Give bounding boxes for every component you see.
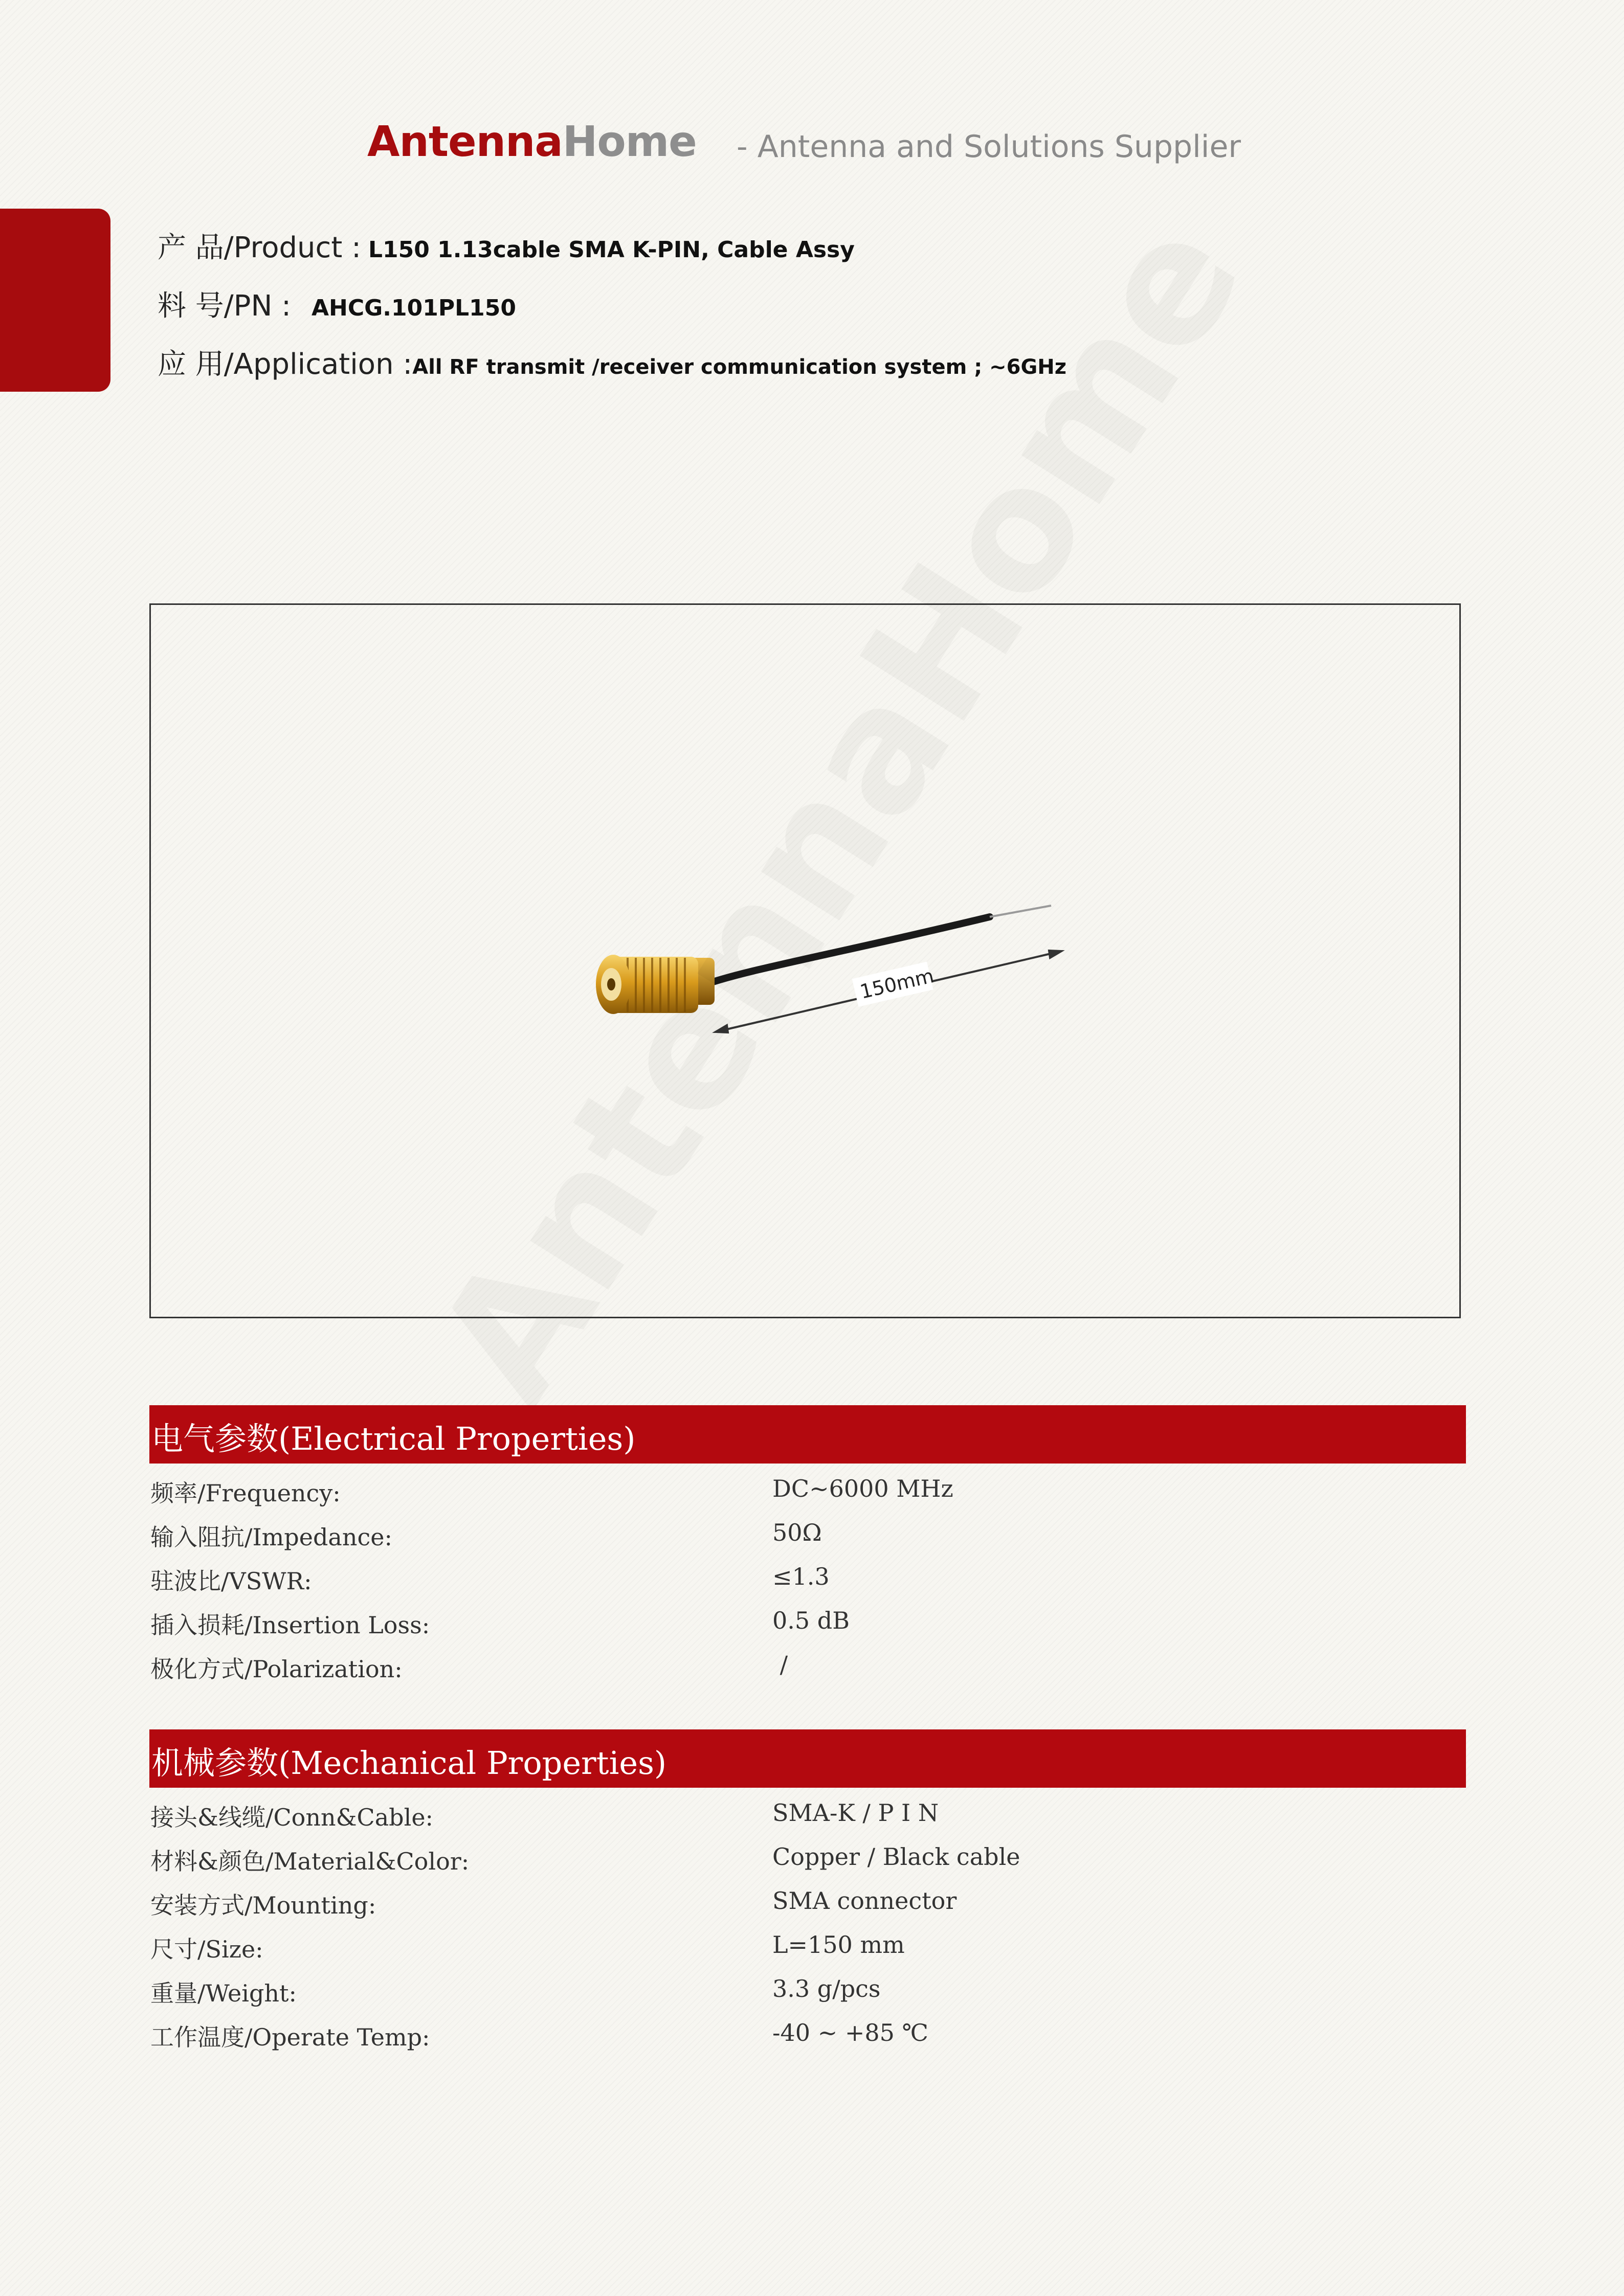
spec-label: 驻波比/VSWR: [150,1567,312,1595]
side-accent-tab [0,209,110,392]
spec-label: 频率/Frequency: [150,1479,341,1507]
spec-label: 工作温度/Operate Temp: [150,2023,430,2051]
product-value: L150 1.13cable SMA K-PIN, Cable Assy [368,237,855,263]
electrical-section-title: 电气参数(Electrical Properties) [151,1420,636,1457]
application-value: All RF transmit /receiver communication system ; ~6GHz [412,355,1067,379]
spec-value: / [772,1651,788,1678]
spec-label: 重量/Weight: [150,1979,297,2007]
spec-label: 极化方式/Polarization: [150,1655,403,1683]
brand-logo-home: Home [562,118,697,166]
cable-pin [990,906,1051,917]
spec-row [150,1519,1465,1563]
dimension-label: 150mm [858,964,936,1003]
mechanical-section-header [149,1729,1466,1788]
spec-value: -40 ~ +85 ℃ [772,2019,929,2046]
cable-assembly-image [151,605,1459,1317]
application-label: 应 用/Application : [158,348,413,381]
spec-value: 3.3 g/pcs [772,1975,881,2002]
spec-value: SMA connector [772,1887,957,1915]
spec-row [150,1975,1465,2019]
sma-connector [596,955,715,1014]
spec-label: 材料&颜色/Material&Color: [150,1848,470,1875]
spec-value: DC~6000 MHz [772,1475,953,1502]
spec-value: 50Ω [772,1519,822,1546]
spec-row [150,1563,1465,1607]
product-row [158,225,855,266]
spec-label: 尺寸/Size: [150,1935,263,1963]
electrical-section-header [149,1405,1466,1464]
spec-label: 接头&线缆/Conn&Cable: [150,1804,434,1831]
spec-value: L=150 mm [772,1931,905,1959]
pn-value: AHCG.101PL150 [312,295,516,321]
application-row [158,342,1066,382]
spec-label: 安装方式/Mounting: [150,1892,376,1919]
spec-label: 插入损耗/Insertion Loss: [150,1611,430,1639]
black-cable [708,917,990,983]
dimension-label-group [852,961,937,1007]
spec-value: ≤1.3 [772,1563,830,1590]
spec-value: 0.5 dB [772,1607,850,1634]
spec-row [150,1607,1465,1651]
mechanical-section-title: 机械参数(Mechanical Properties) [151,1744,667,1782]
spec-row [150,2019,1465,2063]
spec-label: 输入阻抗/Impedance: [150,1523,392,1551]
spec-row [150,1651,1465,1695]
spec-row [150,1931,1465,1975]
brand-logo [367,118,697,166]
spec-row [150,1843,1465,1887]
product-image-frame [149,603,1461,1318]
spec-value: Copper / Black cable [772,1843,1020,1871]
spec-row [150,1887,1465,1931]
spec-row [150,1799,1465,1843]
product-label: 产 品/Product : [158,231,361,264]
pn-row [158,283,516,324]
spec-value: SMA-K / P I N [772,1799,939,1827]
pn-label: 料 号/PN : [158,289,291,323]
brand-tagline: - Antenna and Solutions Supplier [737,129,1241,165]
spec-row [150,1475,1465,1519]
brand-logo-antenna: Antenna [367,118,563,166]
